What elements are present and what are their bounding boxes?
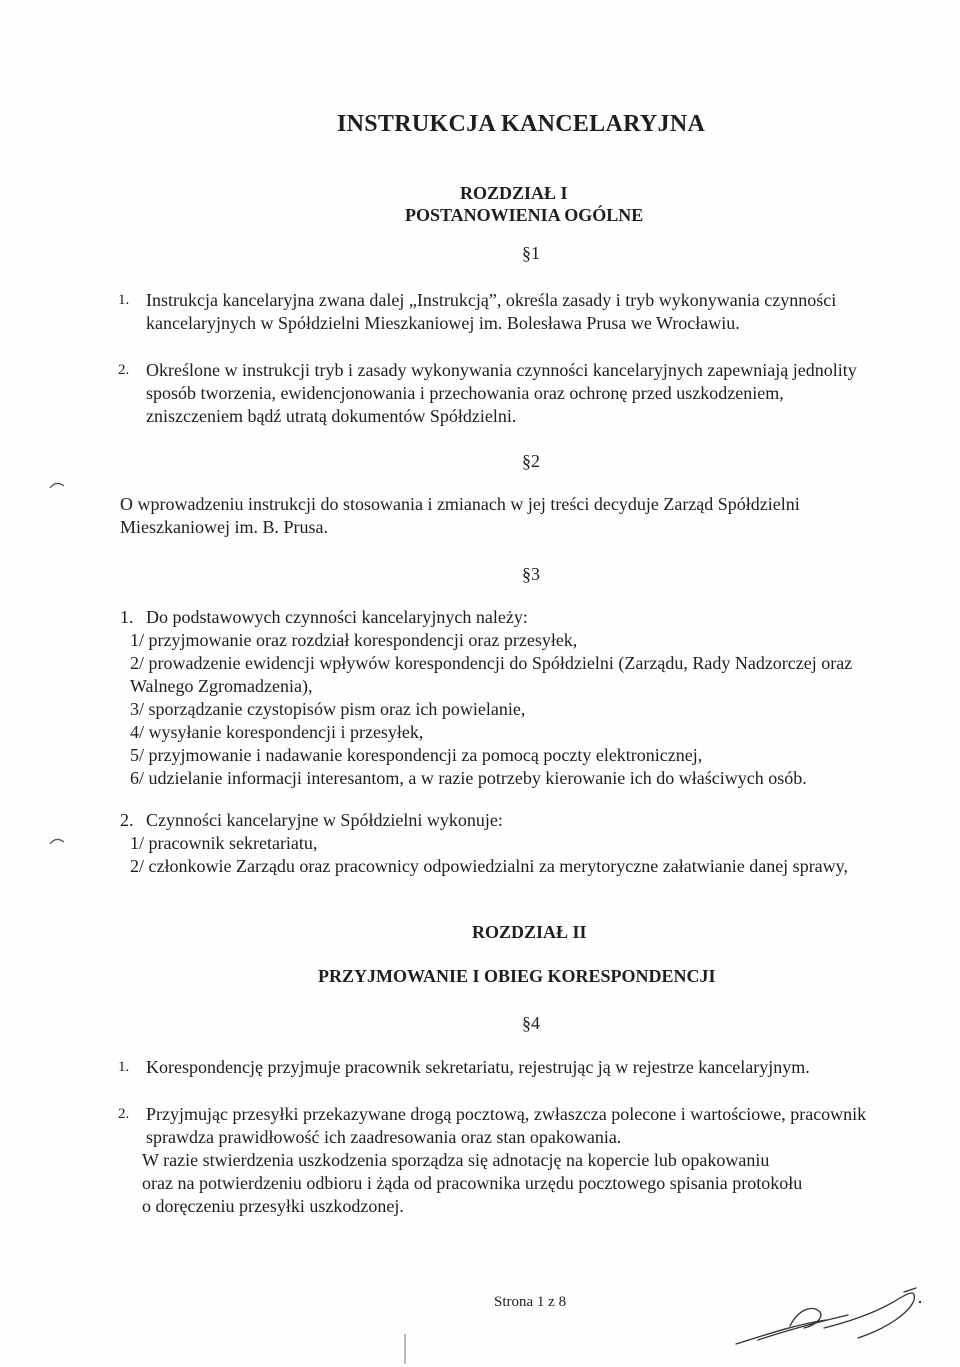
s3-item-2-cont: Walnego Zgromadzenia), xyxy=(130,676,313,696)
s4-p2-line-5: o doręczeniu przesyłki uszkodzonej. xyxy=(142,1196,404,1216)
s4-p2-line-4: oraz na potwierdzeniu odbioru i żąda od pracownika urzędu pocztowego spisania protokołu xyxy=(142,1173,803,1193)
s3-item-4: 4/ wysyłanie korespondencji i przesyłek, xyxy=(130,722,424,742)
s1-p2-line-2: sposób tworzenia, ewidencjonowania i przechowania oraz ochronę przed uszkodzeniem, xyxy=(146,383,784,403)
section-2-sign: §2 xyxy=(522,451,540,471)
s4-p2-line-3: W razie stwierdzenia uszkodzenia sporządza się adnotację na kopercie lub opakowaniu xyxy=(142,1150,770,1170)
s3-p2-intro: Czynności kancelaryjne w Spółdzielni wykonuje: xyxy=(146,810,503,830)
s3-p2-number: 2. xyxy=(120,810,134,830)
s3-item-1: 1/ przyjmowanie oraz rozdział korespondencji oraz przesyłek, xyxy=(130,630,578,650)
document-title: INSTRUKCJA KANCELARYJNA xyxy=(337,111,706,137)
s3-item-2: 2/ prowadzenie ewidencji wpływów korespondencji do Spółdzielni (Zarządu, Rady Nadzorczej oraz xyxy=(130,653,853,673)
s3-item-5: 5/ przyjmowanie i nadawanie korespondencji za pomocą poczty elektronicznej, xyxy=(130,745,703,765)
section-4-sign: §4 xyxy=(522,1013,540,1033)
chapter-1-number: ROZDZIAŁ I xyxy=(460,183,568,203)
s3-p2-item-1: 1/ pracownik sekretariatu, xyxy=(130,833,318,853)
s3-p2-item-2: 2/ członkowie Zarządu oraz pracownicy odpowiedzialni za merytoryczne załatwianie danej sprawy, xyxy=(130,856,849,876)
section-3-sign: §3 xyxy=(522,564,540,584)
s1-p2-line-3: zniszczeniem bądź utratą dokumentów Spółdzielni. xyxy=(146,406,517,426)
s4-p2-line-2: sprawdza prawidłowość ich zaadresowania oraz stan opakowania. xyxy=(146,1127,622,1147)
chapter-2-number: ROZDZIAŁ II xyxy=(472,922,587,942)
margin-mark-2 xyxy=(48,834,68,848)
signature-icon xyxy=(728,1282,928,1354)
page-number: Strona 1 z 8 xyxy=(494,1294,567,1310)
s2-line-1: O wprowadzeniu instrukcji do stosowania i zmianach w jej treści decyduje Zarząd Spółdzielni xyxy=(120,494,800,514)
s3-p1-number: 1. xyxy=(120,607,134,627)
s3-item-3: 3/ sporządzanie czystopisów pism oraz ich powielanie, xyxy=(130,699,526,719)
s4-p1-number: 1. xyxy=(118,1059,130,1075)
s1-p1-line-1: Instrukcja kancelaryjna zwana dalej „Instrukcją”, określa zasady i tryb wykonywania czynności xyxy=(146,290,837,310)
s1-p2-number: 2. xyxy=(118,362,130,378)
s1-p1-number: 1. xyxy=(118,292,130,308)
s3-p1-intro: Do podstawowych czynności kancelaryjnych należy: xyxy=(146,607,528,627)
section-1-sign: §1 xyxy=(522,243,540,263)
s3-item-6: 6/ udzielanie informacji interesantom, a w razie potrzeby kierowanie ich do właściwych osób. xyxy=(130,768,807,788)
s2-line-2: Mieszkaniowej im. B. Prusa. xyxy=(120,517,328,537)
margin-mark-1 xyxy=(48,478,68,492)
s4-p2-number: 2. xyxy=(118,1106,130,1122)
chapter-1-name: POSTANOWIENIA OGÓLNE xyxy=(405,205,644,225)
s4-p1-text: Korespondencję przyjmuje pracownik sekretariatu, rejestrując ją w rejestrze kancelaryjnym. xyxy=(146,1057,810,1077)
s4-p2-line-1: Przyjmując przesyłki przekazywane drogą pocztową, zwłaszcza polecone i wartościowe, pracownik xyxy=(146,1104,867,1124)
s1-p2-line-1: Określone w instrukcji tryb i zasady wykonywania czynności kancelaryjnych zapewniają jednolity xyxy=(146,360,857,380)
s1-p1-line-2: kancelaryjnych w Spółdzielni Mieszkaniowej im. Bolesława Prusa we Wrocławiu. xyxy=(146,313,740,333)
chapter-2-name: PRZYJMOWANIE I OBIEG KORESPONDENCJI xyxy=(318,966,716,986)
binding-mark xyxy=(403,1334,407,1364)
